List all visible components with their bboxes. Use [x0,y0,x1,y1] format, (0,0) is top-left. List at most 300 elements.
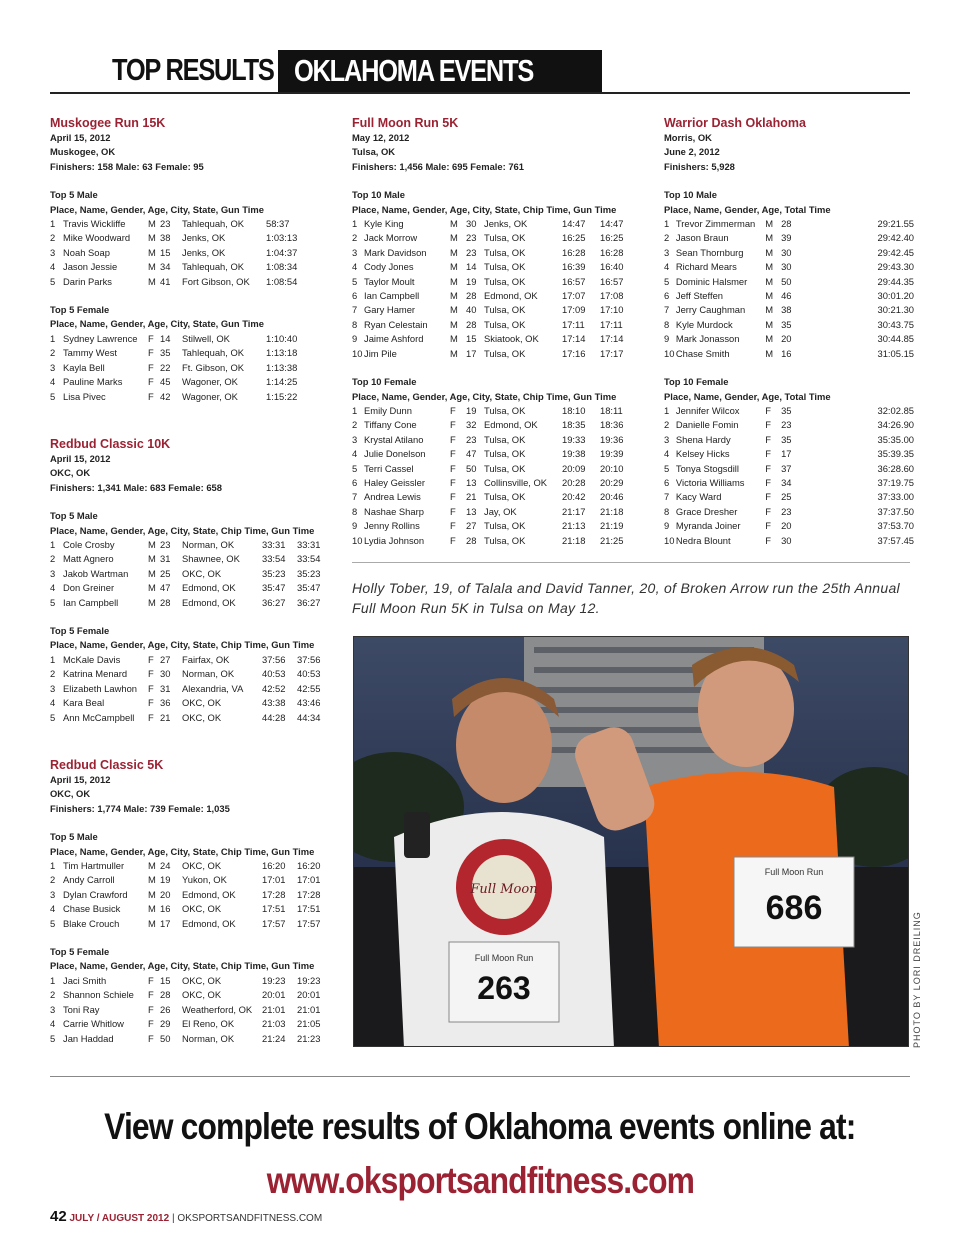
table-cell: F [765,520,771,532]
cta-heading [0,1106,960,1148]
table-cell: M [148,860,156,872]
results-column-header: Place, Name, Gender, Age, City, State, Chip Time, Gun Time [352,390,617,402]
table-cell: 3 [50,361,56,373]
race-photo [353,636,909,1047]
table-cell: Tulsa, OK [484,275,526,287]
page-number: 42 [50,1208,67,1225]
table-cell: Kyle Murdock [675,318,733,330]
table-cell: Lisa Pivec [63,390,106,402]
table-cell: 46 [781,290,792,302]
table-cell: 2 [664,419,670,431]
table-cell: 40 [466,304,477,316]
table-cell: F [148,989,154,1001]
table-cell: M [450,318,458,330]
table-cell: 21:23 [297,1032,321,1044]
divider-bottom [50,1076,910,1077]
table-cell: 2 [50,668,56,680]
table-cell: Jan Haddad [63,1032,114,1044]
table-cell: 21:25 [600,534,624,546]
table-cell: 1:08:34 [266,261,298,273]
table-row [352,534,637,548]
table-row [50,332,330,346]
table-cell: 15 [160,246,171,258]
table-cell: 3 [664,433,670,445]
table-cell: F [148,1032,154,1044]
race-photo-illustration [354,637,909,1047]
table-cell: 16:20 [262,860,286,872]
table-cell: 5 [50,711,56,723]
table-cell: 3 [50,567,56,579]
table-cell: 20 [781,520,792,532]
results-column-header: Place, Name, Gender, Age, City, State, Chip Time, Gun Time [50,639,315,651]
table-cell: 42:52 [262,682,286,694]
table-cell: Kelsey Hicks [675,448,730,460]
table-cell: Edmond, OK [182,582,236,594]
footer-separator: | [171,1213,175,1224]
table-cell: M [765,246,773,258]
table-cell: 17:07 [562,290,586,302]
table-cell: 1:13:18 [266,347,298,359]
table-cell: F [765,491,771,503]
table-cell: Alexandria, VA [182,682,244,694]
table-cell: 19:23 [297,974,321,986]
event-location: Muskogee, OK [50,146,116,158]
table-cell: 26 [160,1003,171,1015]
table-cell: OKC, OK [182,860,222,872]
cta-url[interactable] [0,1160,960,1202]
table-cell: Pauline Marks [63,376,123,388]
table-cell: 16:25 [562,232,586,244]
table-cell: 1:15:22 [266,390,298,402]
table-row [664,332,914,346]
table-cell: M [148,261,156,273]
table-cell: 6 [664,290,670,302]
results-column-header: Place, Name, Gender, Age, City, State, Chip Time, Gun Time [50,845,315,857]
table-cell: 29 [160,1018,171,1030]
table-cell: M [450,333,458,345]
table-cell: 2 [50,347,56,359]
table-cell: M [450,246,458,258]
table-cell: 45 [160,376,171,388]
table-cell: 21:18 [600,505,624,517]
table-cell: Emily Dunn [364,404,412,416]
table-cell: 5 [50,275,56,287]
table-cell: 58:37 [266,218,290,230]
table-cell: 36:27 [297,596,321,608]
results-section-label: Top 5 Male [50,510,98,522]
table-cell: 17:51 [297,903,321,915]
table-cell: Edmond, OK [484,290,538,302]
table-row [664,462,914,476]
table-cell: 17:11 [562,318,585,330]
event-title: Muskogee Run 15K [50,116,166,130]
table-cell: 1:13:38 [266,361,298,373]
table-cell: 28 [781,218,792,230]
table-cell: Kara Beal [63,697,105,709]
table-row [50,902,330,916]
table-cell: Victoria Williams [675,476,745,488]
table-cell: M [450,232,458,244]
table-cell: F [450,419,456,431]
results-section-label: Top 10 Male [352,189,405,201]
table-cell: Fairfax, OK [182,653,230,665]
table-cell: Kayla Bell [63,361,105,373]
table-cell: 37:33.00 [877,491,914,503]
table-cell: 21:18 [562,534,586,546]
table-cell: Weatherford, OK [182,1003,253,1015]
event-redbud-classic-10k [50,436,330,725]
table-cell: 33:31 [262,539,286,551]
table-row [352,303,637,317]
table-cell: Tulsa, OK [484,304,526,316]
table-cell: 39 [781,232,792,244]
table-cell: 1 [50,539,56,551]
table-row [50,361,330,375]
table-cell: OKC, OK [182,903,222,915]
table-cell: Tulsa, OK [484,462,526,474]
bib-left-number: 263 [477,970,531,1006]
table-cell: 37:57.45 [877,534,914,546]
table-cell: 16 [160,903,171,915]
table-cell: F [765,505,771,517]
table-cell: Cole Crosby [63,539,115,551]
table-cell: 30:21.30 [877,304,914,316]
page-footer [50,1208,322,1225]
table-row [352,332,637,346]
table-cell: 34 [160,261,171,273]
cta-url-link[interactable]: www.oksportsandfitness.com [266,1160,694,1201]
table-cell: 8 [664,505,670,517]
table-cell: 23 [160,539,171,551]
table-cell: Tonya Stogsdill [675,462,739,474]
table-cell: 44:34 [297,711,321,723]
table-cell: 19 [466,404,477,416]
table-cell: 33:54 [262,553,286,565]
table-row [352,275,637,289]
spacer [50,495,330,509]
table-row [352,519,637,533]
table-cell: 20:01 [297,989,321,1001]
table-cell: Dylan Crawford [63,888,128,900]
table-cell: 21 [160,711,171,723]
event-date: May 12, 2012 [352,132,410,143]
table-cell: Jenks, OK [182,246,226,258]
table-cell: 37 [781,462,792,474]
table-cell: 2 [50,989,56,1001]
table-cell: 21:24 [262,1032,286,1044]
event-finishers: Finishers: 1,774 Male: 739 Female: 1,035 [50,802,230,814]
table-cell: 17:57 [262,917,286,929]
event-date: April 15, 2012 [50,453,111,464]
table-row [664,447,914,461]
table-cell: 16:28 [600,246,624,258]
table-cell: Wagoner, OK [182,376,238,388]
table-cell: M [148,596,156,608]
table-cell: 31 [160,682,171,694]
table-cell: 17:11 [600,318,623,330]
table-cell: Andy Carroll [63,874,115,886]
table-cell: 20:42 [562,491,586,503]
table-row [664,433,914,447]
table-cell: Edmond, OK [182,917,236,929]
table-cell: 2 [50,553,56,565]
table-cell: 23 [781,419,792,431]
table-cell: Tulsa, OK [484,261,526,273]
table-cell: 25 [781,491,792,503]
table-row [664,275,914,289]
table-cell: 3 [352,246,358,258]
table-row [50,390,330,404]
table-cell: 1:04:37 [266,246,298,258]
table-cell: 17:14 [562,333,586,345]
table-cell: 21:17 [562,505,586,517]
table-cell: Tulsa, OK [484,232,526,244]
table-cell: 47 [466,448,477,460]
banner-oklahoma-events-box [278,50,602,92]
table-cell: 18:11 [600,404,623,416]
table-cell: 13 [466,476,477,488]
table-cell: 9 [352,520,358,532]
spacer [664,174,914,188]
table-cell: F [148,1018,154,1030]
table-row [50,696,330,710]
table-cell: 10 [352,534,363,546]
table-cell: F [450,520,456,532]
table-cell: Jack Morrow [364,232,418,244]
table-cell: Krystal Atilano [364,433,424,445]
table-cell: 36:27 [262,596,286,608]
table-row [50,682,330,696]
table-cell: Edmond, OK [182,596,236,608]
table-cell: 15 [466,333,477,345]
table-cell: F [148,332,154,344]
table-cell: F [148,668,154,680]
table-cell: Stilwell, OK [182,332,230,344]
table-cell: 23 [466,433,477,445]
table-cell: F [148,347,154,359]
table-row [352,347,637,361]
cta-heading-text: View complete results of Oklahoma events online at: [104,1106,856,1147]
table-row [50,859,330,873]
table-cell: 34 [781,476,792,488]
table-cell: 43:38 [262,697,286,709]
table-cell: Jennifer Wilcox [675,404,740,416]
table-cell: 5 [664,275,670,287]
table-cell: Tim Hartmuller [63,860,125,872]
table-cell: M [765,232,773,244]
table-cell: Haley Geissler [364,476,425,488]
table-cell: M [148,903,156,915]
table-row [50,873,330,887]
table-cell: M [148,232,156,244]
event-date: Morris, OK [664,132,712,143]
table-cell: Ann McCampbell [63,711,135,723]
table-cell: 4 [50,261,56,273]
table-cell: 20:29 [600,476,624,488]
table-cell: 38 [781,304,792,316]
table-row [50,917,330,931]
table-cell: Jim Pile [364,347,397,359]
table-cell: M [765,304,773,316]
table-cell: 31:05.15 [877,347,914,359]
spacer [50,610,330,624]
table-cell: Matt Agnero [63,553,114,565]
table-cell: 22 [160,361,171,373]
table-cell: Jerry Caughman [675,304,746,316]
table-cell: Tahlequah, OK [182,347,245,359]
table-cell: Jakob Wartman [63,567,129,579]
bib-right-number: 686 [765,889,823,927]
table-cell: 23 [466,246,477,258]
table-row [352,447,637,461]
table-cell: Jason Jessie [63,261,118,273]
table-cell: M [450,275,458,287]
table-cell: 30 [466,218,477,230]
table-cell: F [765,476,771,488]
table-cell: 8 [664,318,670,330]
event-finishers: Finishers: 5,928 [664,160,735,172]
page-banner [50,50,910,94]
table-row [664,231,914,245]
table-cell: Ian Campbell [364,290,420,302]
banner-oklahoma-events: OKLAHOMA EVENTS [294,53,534,88]
table-cell: 21:01 [262,1003,286,1015]
table-cell: 9 [352,333,358,345]
table-cell: Kacy Ward [675,491,722,503]
table-cell: M [148,567,156,579]
table-cell: M [450,304,458,316]
table-row [50,667,330,681]
table-cell: 3 [352,433,358,445]
table-row [50,1032,330,1046]
table-cell: 37:37.50 [877,505,914,517]
table-row [352,231,637,245]
table-cell: Chase Busick [63,903,121,915]
table-cell: 4 [664,261,670,273]
table-cell: 30:44.85 [877,333,914,345]
footer-site: OKSPORTSANDFITNESS.COM [177,1213,323,1224]
table-cell: Darin Parks [63,275,112,287]
table-cell: 19:33 [562,433,586,445]
table-cell: 16:39 [562,261,586,273]
table-cell: F [148,1003,154,1015]
table-cell: Tiffany Cone [364,419,417,431]
table-cell: 18:36 [600,419,624,431]
table-cell: 5 [50,917,56,929]
photo-credit: PHOTO BY LORI DREILING [912,911,922,1048]
table-row [664,246,914,260]
table-cell: 35:47 [262,582,286,594]
table-cell: M [765,333,773,345]
table-cell: El Reno, OK [182,1018,235,1030]
table-cell: 30:43.75 [877,318,914,330]
table-cell: 44:28 [262,711,286,723]
table-row [664,505,914,519]
table-row [50,567,330,581]
event-title: Redbud Classic 10K [50,437,171,451]
table-cell: Norman, OK [182,539,235,551]
table-row [664,490,914,504]
table-cell: M [765,290,773,302]
table-cell: F [148,711,154,723]
table-cell: Jaci Smith [63,974,107,986]
results-column-header: Place, Name, Gender, Age, City, State, Gun Time [50,203,264,215]
table-cell: 19:36 [600,433,624,445]
table-cell: Tulsa, OK [484,347,526,359]
table-cell: 29:42.40 [877,232,914,244]
table-cell: M [450,347,458,359]
table-row [664,519,914,533]
table-cell: 31 [160,553,171,565]
table-cell: 17:09 [562,304,586,316]
table-cell: Trevor Zimmerman [675,218,756,230]
table-cell: 40:53 [262,668,286,680]
table-cell: 34:26.90 [877,419,914,431]
table-cell: 5 [50,1032,56,1044]
table-cell: 1 [50,974,56,986]
table-cell: 7 [352,304,358,316]
results-section-label: Top 5 Male [50,189,98,201]
table-cell: 1:08:54 [266,275,298,287]
table-cell: 28 [466,318,477,330]
table-cell: 35:23 [297,567,321,579]
table-cell: 16:40 [600,261,624,273]
table-row [352,217,637,231]
table-cell: 10 [664,534,675,546]
table-cell: 35:39.35 [877,448,914,460]
table-cell: F [765,404,771,416]
table-cell: Mark Jonasson [675,333,740,345]
table-row [50,375,330,389]
table-cell: 6 [352,290,358,302]
table-cell: 17:28 [297,888,321,900]
table-cell: 50 [781,275,792,287]
table-cell: Tulsa, OK [484,520,526,532]
table-cell: F [148,697,154,709]
table-cell: M [765,261,773,273]
table-cell: 35:23 [262,567,286,579]
table-cell: Sean Thornburg [675,246,744,258]
table-cell: 1 [664,218,670,230]
table-cell: Tulsa, OK [484,491,526,503]
table-cell: 35 [781,433,792,445]
table-cell: M [450,261,458,273]
table-cell: F [450,448,456,460]
table-cell: Elizabeth Lawhon [63,682,138,694]
table-cell: 29:44.35 [877,275,914,287]
table-cell: M [148,539,156,551]
table-cell: 8 [352,318,358,330]
table-cell: 50 [160,1032,171,1044]
table-cell: 18:10 [562,404,586,416]
table-cell: 37:53.70 [877,520,914,532]
table-row [352,433,637,447]
table-cell: 16:20 [297,860,321,872]
table-cell: F [765,433,771,445]
table-cell: Mark Davidson [364,246,427,258]
table-cell: 30 [781,261,792,273]
table-cell: Jenny Rollins [364,520,420,532]
table-cell: M [765,218,773,230]
table-cell: Jay, OK [484,505,517,517]
table-cell: 8 [352,505,358,517]
photo-caption: Holly Tober, 19, of Talala and David Tanner, 20, of Broken Arrow run the 25th Annual Full Moon Run 5K in Tulsa on May 12. [352,580,900,616]
table-cell: 17:14 [600,333,624,345]
table-cell: 17 [781,448,792,460]
table-cell: 20 [160,888,171,900]
table-row [664,404,914,418]
table-cell: 2 [352,419,358,431]
